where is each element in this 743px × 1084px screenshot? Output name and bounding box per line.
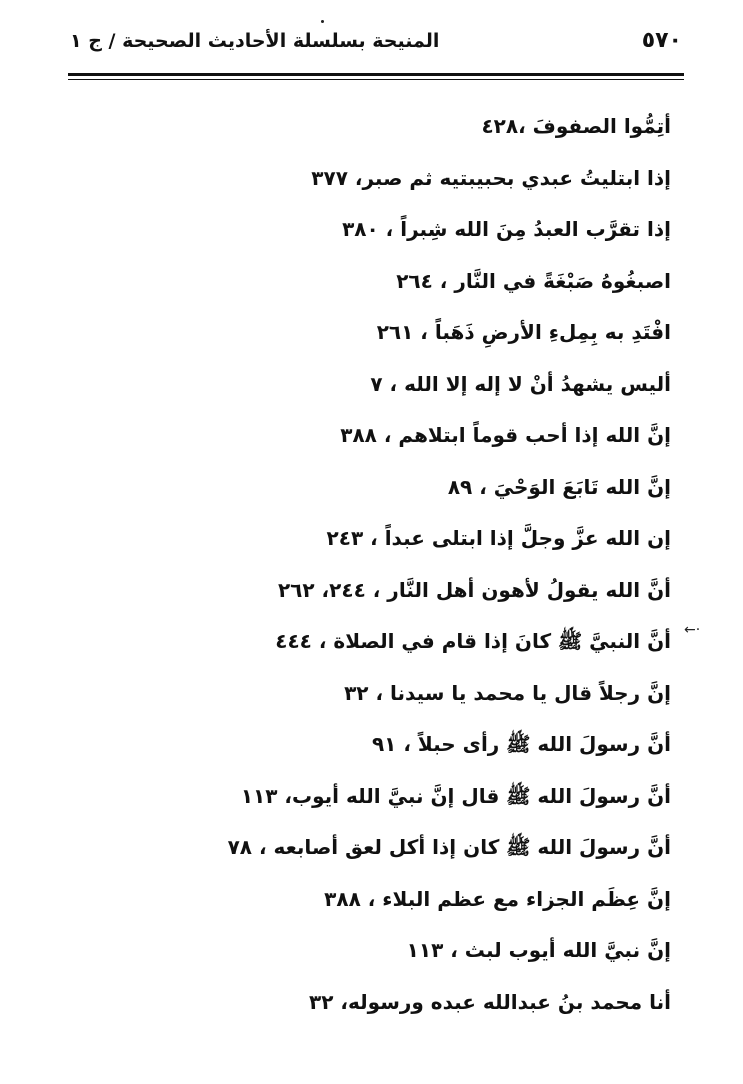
index-entry: أنَّ رسولَ الله ﷺ قال إنَّ نبيَّ الله أيوب، ١١٣ [240,783,671,808]
index-entry: أنَّ النبيَّ ﷺ كانَ إذا قام في الصلاة ، ٤٤٤ [275,629,671,653]
index-entry: إنَّ نبيَّ الله أيوب لبث ، ١١٣ [406,938,671,962]
header-rule-thick [68,73,684,76]
index-entry: اصبغُوهُ صَبْغَةً في النَّار ، ٢٦٤ [396,268,671,293]
index-entry: إذا تقرَّب العبدُ مِنَ الله شِبراً ، ٣٨٠ [342,217,671,241]
index-entry: إنَّ رجلاً قال يا محمد يا سيدنا ، ٣٢ [344,680,671,705]
index-entry: أنا محمد بنُ عبدالله عبده ورسوله، ٣٢ [309,989,671,1014]
index-entry: إذا ابتليتُ عبدي بحبيبتيه ثم صبر، ٣٧٧ [311,165,671,190]
index-entry: أنَّ رسولَ الله ﷺ كان إذا أكل لعق أصابعه ، ٧٨ [227,835,671,859]
page-header [70,28,682,64]
index-entry: أنَّ الله يقولُ لأهون أهل النَّار ، ٢٤٤، ٢٦٢ [277,577,671,602]
header-rule-thin [68,79,684,80]
index-entries-list [111,108,671,1035]
index-entry: أنَّ رسولَ الله ﷺ رأى حبلاً ، ٩١ [371,732,671,756]
index-entry: أليس يشهدُ أنْ لا إله إلا الله ، ٧ [370,371,671,396]
page-number: ٥٧٠ [641,28,682,53]
index-entry: إنَّ الله تَابَعَ الوَحْيَ ، ٨٩ [447,474,671,499]
index-entry: أتِمُّوا الصفوفَ ،٤٢٨ [481,114,671,138]
index-entry: إنَّ عِظَم الجزاء مع عظم البلاء ، ٣٨٨ [324,886,671,911]
index-entry: إنَّ الله إذا أحب قوماً ابتلاهم ، ٣٨٨ [340,423,671,447]
index-entry: إن الله عزَّ وجلَّ إذا ابتلى عبداً ، ٢٤٣ [326,526,671,550]
margin-arrow-mark: ←· [684,622,701,638]
running-title: المنيحة بسلسلة الأحاديث الصحيحة / ج ١ [70,30,440,52]
scan-speck [321,20,324,23]
index-entry: افْتَدِ به بِمِلءِ الأرضِ ذَهَباً ، ٢٦١ [376,320,671,344]
